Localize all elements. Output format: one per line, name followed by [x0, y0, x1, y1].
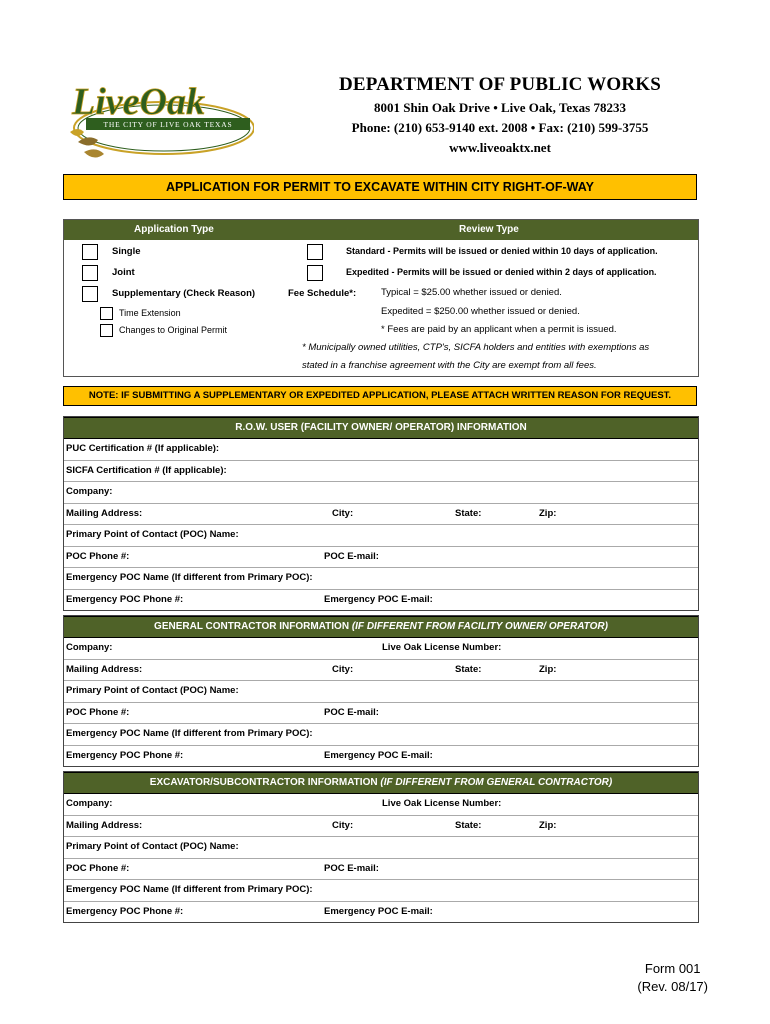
- application-type-section: [63, 219, 699, 377]
- expedited-label: Expedited - Permits will be issued or denied within 2 days of application.: [346, 267, 657, 277]
- logo-wordmark: LiveOak: [72, 81, 205, 123]
- gc-zip-label: Zip:: [539, 663, 557, 675]
- gc-emergency-phone-row[interactable]: [64, 746, 698, 767]
- ex-company-label: Company:: [66, 798, 113, 809]
- ex-poc-name-label: Primary Point of Contact (POC) Name:: [66, 841, 239, 852]
- emergency-name-row[interactable]: [64, 568, 698, 590]
- supplementary-note: NOTE: IF SUBMITTING A SUPPLEMENTARY OR EXPEDITED APPLICATION, PLEASE ATTACH WRITTEN REASON FOR REQUEST.: [63, 386, 697, 406]
- standard-label: Standard - Permits will be issued or denied within 10 days of application.: [346, 246, 658, 256]
- ex-mailing-row[interactable]: [64, 816, 698, 838]
- ex-poc-email-label: POC E-mail:: [324, 862, 379, 874]
- exemption-line-2: stated in a franchise agreement with the City are exempt from all fees.: [302, 360, 597, 371]
- gc-poc-email-label: POC E-mail:: [324, 706, 379, 718]
- gc-emergency-name-row[interactable]: [64, 724, 698, 746]
- standard-checkbox[interactable]: [307, 244, 323, 260]
- gc-poc-name-row[interactable]: [64, 681, 698, 703]
- gc-mailing-label: Mailing Address:: [66, 663, 143, 675]
- company-row[interactable]: [64, 482, 698, 504]
- emergency-email-label: Emergency POC E-mail:: [324, 593, 433, 605]
- ex-company-row[interactable]: [64, 794, 698, 816]
- gc-city-label: City:: [332, 663, 354, 675]
- poc-email-label: POC E-mail:: [324, 550, 379, 562]
- general-contractor-section: [63, 615, 699, 767]
- expedited-checkbox[interactable]: [307, 265, 323, 281]
- ex-mailing-label: Mailing Address:: [66, 819, 143, 831]
- gc-emergency-email-label: Emergency POC E-mail:: [324, 749, 433, 761]
- puc-label: PUC Certification # (If applicable):: [66, 443, 220, 454]
- row-user-header: R.O.W. USER (FACILITY OWNER/ OPERATOR) INFORMATION: [64, 417, 698, 439]
- sicfa-label: SICFA Certification # (If applicable):: [66, 464, 227, 476]
- gc-poc-phone-row[interactable]: [64, 703, 698, 725]
- department-header: [300, 74, 700, 156]
- excavator-header-main: EXCAVATOR/SUBCONTRACTOR INFORMATION: [149, 777, 381, 788]
- emergency-phone-row[interactable]: [64, 590, 698, 611]
- company-label: Company:: [66, 486, 113, 497]
- fee-schedule-label: Fee Schedule*:: [288, 288, 357, 299]
- excavator-section: [63, 771, 699, 923]
- exemption-line-1: * Municipally owned utilities, CTP's, SICFA holders and entities with exemptions as: [302, 342, 650, 353]
- department-address: 8001 Shin Oak Drive • Live Oak, Texas 78233: [374, 100, 626, 115]
- ex-poc-phone-row[interactable]: [64, 859, 698, 881]
- supplementary-label: Supplementary (Check Reason): [112, 288, 256, 299]
- oak-leaf-icon: [64, 72, 254, 162]
- excavator-header-italic: (IF DIFFERENT FROM GENERAL CONTRACTOR): [380, 777, 613, 788]
- poc-phone-label: POC Phone #:: [66, 550, 130, 562]
- ex-emergency-name-label: Emergency POC Name (If different from Primary POC):: [66, 884, 313, 895]
- changes-checkbox[interactable]: [100, 324, 113, 337]
- single-checkbox[interactable]: [82, 244, 98, 260]
- live-oak-logo: [64, 72, 254, 162]
- city-label: City:: [332, 507, 354, 519]
- department-website: www.liveoaktx.net: [449, 140, 551, 155]
- form-title-banner: APPLICATION FOR PERMIT TO EXCAVATE WITHIN CITY RIGHT-OF-WAY: [63, 174, 697, 200]
- general-contractor-header: [64, 616, 698, 638]
- sicfa-row[interactable]: [64, 461, 698, 483]
- time-extension-label: Time Extension: [119, 308, 181, 318]
- ex-poc-name-row[interactable]: [64, 837, 698, 859]
- time-extension-checkbox[interactable]: [100, 307, 113, 320]
- review-type-header: Review Type: [459, 224, 519, 235]
- changes-label: Changes to Original Permit: [119, 325, 228, 335]
- gc-emergency-phone-label: Emergency POC Phone #:: [66, 749, 184, 761]
- gc-company-label: Company:: [66, 642, 113, 653]
- fee-note: * Fees are paid by an applicant when a permit is issued.: [381, 324, 617, 335]
- gc-mailing-row[interactable]: [64, 660, 698, 682]
- poc-name-label: Primary Point of Contact (POC) Name:: [66, 529, 239, 540]
- gc-emergency-name-label: Emergency POC Name (If different from Primary POC):: [66, 728, 313, 739]
- application-type-header: Application Type: [134, 224, 214, 235]
- zip-label: Zip:: [539, 507, 557, 519]
- puc-row[interactable]: [64, 439, 698, 461]
- gc-state-label: State:: [455, 663, 482, 675]
- state-label: State:: [455, 507, 482, 519]
- supplementary-checkbox[interactable]: [82, 286, 98, 302]
- logo-tagline: THE CITY OF LIVE OAK TEXAS: [103, 120, 233, 129]
- ex-poc-phone-label: POC Phone #:: [66, 862, 130, 874]
- joint-checkbox[interactable]: [82, 265, 98, 281]
- poc-phone-row[interactable]: [64, 547, 698, 569]
- excavator-header: [64, 772, 698, 794]
- form-id: Form 001: [644, 961, 701, 976]
- ex-emergency-phone-label: Emergency POC Phone #:: [66, 905, 184, 917]
- department-title: DEPARTMENT OF PUBLIC WORKS: [338, 74, 662, 95]
- fee-typical: Typical = $25.00 whether issued or denied.: [381, 287, 562, 298]
- application-header-bar: [64, 220, 698, 240]
- emergency-phone-label: Emergency POC Phone #:: [66, 593, 184, 605]
- general-header-main: GENERAL CONTRACTOR INFORMATION: [154, 621, 352, 632]
- ex-emergency-name-row[interactable]: [64, 880, 698, 902]
- ex-emergency-email-label: Emergency POC E-mail:: [324, 905, 433, 917]
- ex-zip-label: Zip:: [539, 819, 557, 831]
- poc-name-row[interactable]: [64, 525, 698, 547]
- form-revision: (Rev. 08/17): [637, 979, 708, 994]
- general-header-italic: (IF DIFFERENT FROM FACILITY OWNER/ OPERATOR): [351, 621, 608, 632]
- emergency-name-label: Emergency POC Name (If different from Primary POC):: [66, 572, 313, 583]
- mailing-label: Mailing Address:: [66, 507, 143, 519]
- single-label: Single: [112, 246, 141, 257]
- department-phone: Phone: (210) 653-9140 ext. 2008 • Fax: (210) 599-3755: [351, 120, 649, 135]
- fee-expedited: Expedited = $250.00 whether issued or denied.: [381, 306, 580, 317]
- form-number: [637, 960, 708, 996]
- gc-company-row[interactable]: [64, 638, 698, 660]
- mailing-row[interactable]: [64, 504, 698, 526]
- joint-label: Joint: [112, 267, 135, 278]
- gc-poc-name-label: Primary Point of Contact (POC) Name:: [66, 685, 239, 696]
- ex-city-label: City:: [332, 819, 354, 831]
- ex-state-label: State:: [455, 819, 482, 831]
- gc-poc-phone-label: POC Phone #:: [66, 706, 130, 718]
- ex-license-label: Live Oak License Number:: [382, 798, 502, 809]
- ex-emergency-phone-row[interactable]: [64, 902, 698, 923]
- gc-license-label: Live Oak License Number:: [382, 642, 502, 653]
- row-user-section: [63, 416, 699, 611]
